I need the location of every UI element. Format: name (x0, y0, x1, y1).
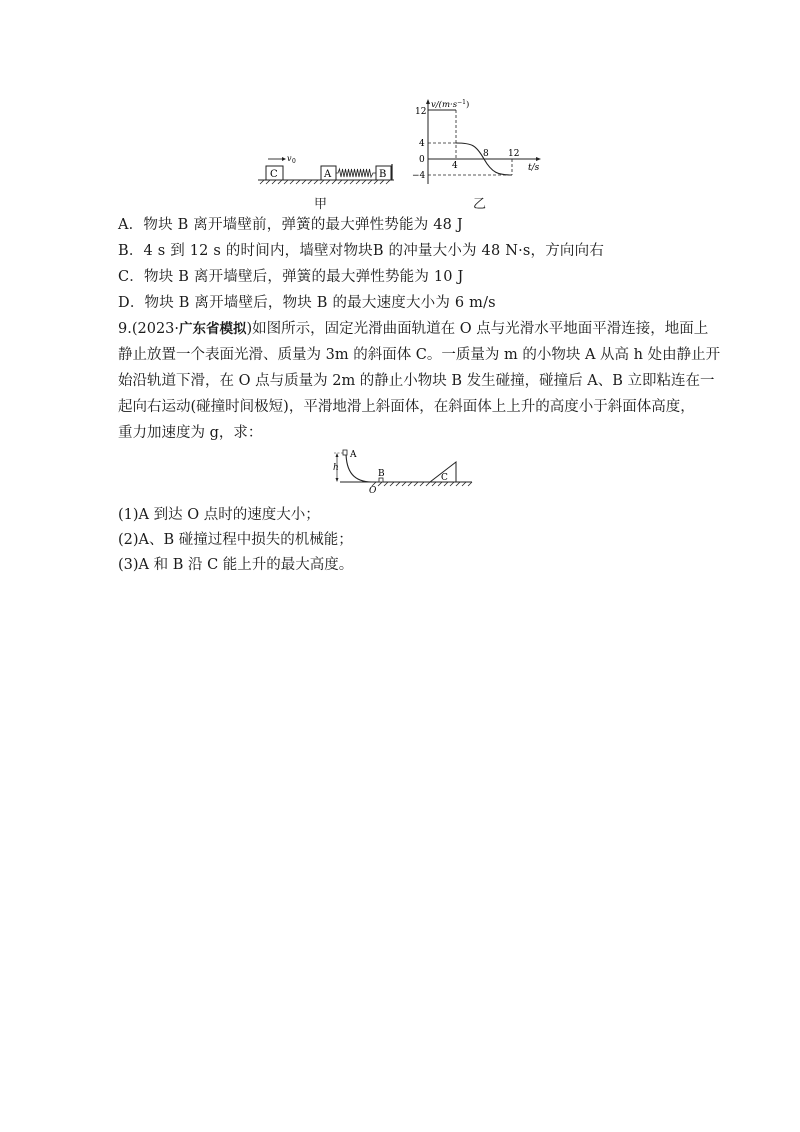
block-c-label: C (270, 169, 278, 180)
block-a-label: A (324, 169, 332, 180)
q9-o-label: O (369, 486, 377, 496)
q9-ground-hatch (372, 482, 472, 486)
figure-jia-spring-blocks (258, 150, 398, 200)
option-c: C．物块 B 离开墙壁后，弹簧的最大弹性势能为 10 J (118, 269, 464, 285)
option-b: B．4 s 到 12 s 的时间内，墙壁对物块B 的冲量大小为 48 N·s，方向向右 (118, 243, 605, 259)
y-tick-12: 12 (415, 107, 427, 117)
velocity-label: v (287, 154, 292, 163)
block-a (343, 450, 347, 455)
q9-number: 9.(2023· (118, 321, 180, 337)
q9-line-5: 重力加速度为 g，求： (118, 425, 263, 441)
q9-line-4: 起向右运动(碰撞时间极短)，平滑地滑上斜面体，在斜面体上上升的高度小于斜面体高度， (118, 399, 695, 415)
q9-line-1 (118, 316, 709, 342)
y-tick-0: 0 (419, 155, 425, 165)
x-tick-8: 8 (483, 149, 489, 159)
y-tick-neg4: −4 (412, 171, 426, 181)
x-tick-12: 12 (508, 149, 520, 159)
y-axis-label-close: ) (465, 100, 470, 110)
figures-row (0, 98, 800, 210)
q9-line-3: 始沿轨道下滑，在 O 点与质量为 2m 的静止小物块 B 发生碰撞，碰撞后 A、B 立即粘连在一 (118, 373, 715, 389)
x-tick-4: 4 (452, 161, 458, 171)
q9-line-1-text: )如图所示，固定光滑曲面轨道在 O 点与光滑水平地面平滑连接，地面上 (246, 321, 709, 337)
block-b-label: B (379, 169, 387, 180)
ground-hatch (260, 180, 390, 184)
q9-b-label: B (378, 469, 385, 479)
y-tick-4: 4 (419, 139, 425, 149)
subquestion-2: (2)A、B 碰撞过程中损失的机械能； (118, 532, 353, 548)
spring (336, 169, 376, 177)
q9-source: 广东省模拟 (179, 321, 247, 337)
q9-a-label: A (350, 450, 357, 460)
x-axis-label: t/s (528, 163, 540, 173)
velocity-subscript: 0 (292, 158, 296, 165)
y-axis-label-text: v/(m·s (431, 100, 458, 110)
y-axis-label (431, 99, 469, 110)
subquestion-3: (3)A 和 B 沿 C 能上升的最大高度。 (118, 557, 354, 573)
figure-yi-vt-graph (412, 98, 552, 188)
figure-jia-label: 甲 (314, 197, 328, 212)
question-9 (118, 316, 721, 446)
figure-yi-label: 乙 (473, 197, 487, 212)
q9-line-2: 静止放置一个表面光滑、质量为 3m 的斜面体 C。一质量为 m 的小物块 A 从高 h 处由静止开 (118, 347, 721, 363)
q9-h-label: h (333, 463, 339, 473)
option-d: D．物块 B 离开墙壁后，物块 B 的最大速度大小为 6 m/s (118, 295, 496, 311)
y-axis-label-sup: −1 (457, 99, 466, 106)
q9-c-label: C (441, 473, 448, 483)
subquestion-1: (1)A 到达 O 点时的速度大小； (118, 507, 320, 523)
option-a: A．物块 B 离开墙壁前，弹簧的最大弹性势能为 48 J (118, 217, 463, 233)
figure-q9-track (326, 448, 476, 498)
